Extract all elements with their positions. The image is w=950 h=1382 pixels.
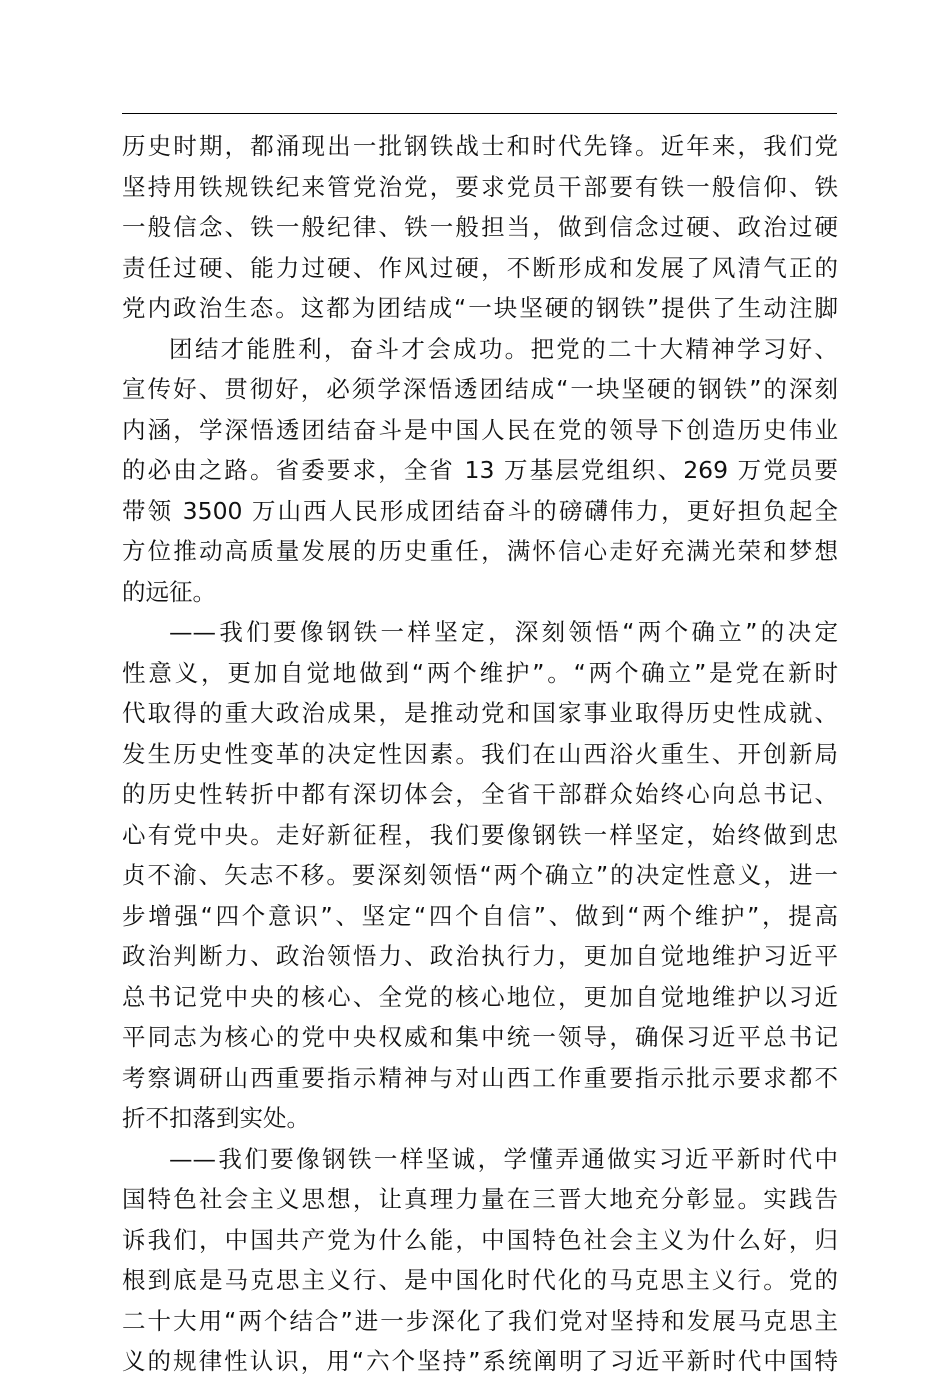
paragraph-2-line-3: 内涵，学深悟透团结奋斗是中国人民在党的领导下创造历史伟业	[122, 415, 838, 444]
paragraph-4-line-1: ——我们要像钢铁一样坚诚，学懂弄通做实习近平新时代中	[169, 1144, 838, 1173]
paragraph-2-line-7: 的远征。	[122, 577, 216, 606]
paragraph-1-line-5: 党内政治生态。这都为团结成“一块坚硬的钢铁”提供了生动注脚	[122, 294, 838, 322]
paragraph-2-line-6: 方位推动高质量发展的历史重任，满怀信心走好充满光荣和梦想	[122, 537, 838, 565]
paragraph-3-line-3: 代取得的重大政治成果，是推动党和国家事业取得历史性成就、	[122, 699, 838, 727]
body-text	[122, 126, 838, 1382]
paragraph-4-line-2: 国特色社会主义思想，让真理力量在三晋大地充分彰显。实践告	[122, 1185, 838, 1213]
paragraph-1-line-3: 一般信念、铁一般纪律、铁一般担当，做到信念过硬、政治过硬	[122, 213, 838, 241]
header-rule	[122, 113, 837, 114]
paragraph-2-line-5: 带领 3500 万山西人民形成团结奋斗的磅礴伟力，更好担负起全	[122, 496, 838, 525]
paragraph-1-line-2: 坚持用铁规铁纪来管党治党，要求党员干部要有铁一般信仰、铁	[122, 172, 838, 201]
paragraph-3-line-13: 折不扣落到实处。	[122, 1104, 310, 1132]
paragraph-4-line-6: 义的规律性认识，用“六个坚持”系统阐明了习近平新时代中国特	[122, 1347, 838, 1375]
paragraph-3-line-9: 政治判断力、政治领悟力、政治执行力，更加自觉地维护习近平	[122, 942, 838, 970]
paragraph-4-line-3: 诉我们，中国共产党为什么能，中国特色社会主义为什么好，归	[122, 1225, 838, 1254]
paragraph-1-line-1: 历史时期，都涌现出一批钢铁战士和时代先锋。近年来，我们党	[122, 132, 838, 160]
paragraph-2-line-4: 的必由之路。省委要求，全省 13 万基层党组织、269 万党员要	[122, 456, 838, 484]
paragraph-3-line-7: 贞不渝、矢志不移。要深刻领悟“两个确立”的决定性意义，进一	[122, 861, 838, 889]
paragraph-3-line-2: 性意义，更加自觉地做到“两个维护”。“两个确立”是党在新时	[122, 658, 838, 687]
paragraph-3-line-11: 平同志为核心的党中央权威和集中统一领导，确保习近平总书记	[122, 1023, 838, 1051]
paragraph-3-line-12: 考察调研山西重要指示精神与对山西工作重要指示批示要求都不	[122, 1063, 838, 1092]
paragraph-3-line-1: ——我们要像钢铁一样坚定，深刻领悟“两个确立”的决定	[169, 618, 838, 646]
paragraph-3-line-6: 心有党中央。走好新征程，我们要像钢铁一样坚定，始终做到忠	[122, 820, 838, 849]
paragraph-4-line-5: 二十大用“两个结合”进一步深化了我们党对坚持和发展马克思主	[122, 1306, 838, 1335]
paragraph-4-line-4: 根到底是马克思主义行、是中国化时代化的马克思主义行。党的	[122, 1266, 838, 1294]
paragraph-2-line-2: 宣传好、贯彻好，必须学深悟透团结成“一块坚硬的钢铁”的深刻	[122, 375, 838, 403]
paragraph-3-line-5: 的历史性转折中都有深切体会，全省干部群众始终心向总书记、	[122, 780, 838, 808]
paragraph-1-line-4: 责任过硬、能力过硬、作风过硬，不断形成和发展了风清气正的	[122, 253, 838, 282]
paragraph-3-line-8: 步增强“四个意识”、坚定“四个自信”、做到“两个维护”，提高	[122, 901, 838, 930]
paragraph-3-line-10: 总书记党中央的核心、全党的核心地位，更加自觉地维护以习近	[122, 982, 838, 1011]
paragraph-3-line-4: 发生历史性变革的决定性因素。我们在山西浴火重生、开创新局	[122, 739, 838, 768]
paragraph-2-line-1: 团结才能胜利，奋斗才会成功。把党的二十大精神学习好、	[169, 334, 838, 363]
